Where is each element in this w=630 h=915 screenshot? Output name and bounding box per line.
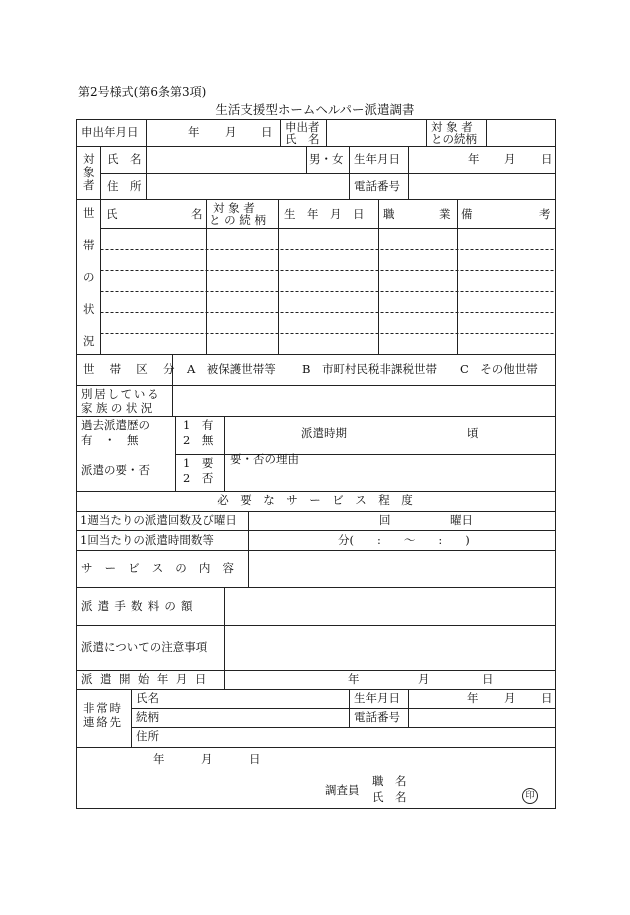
necessity-option-1[interactable]: 1 要 (183, 456, 214, 470)
fee-field[interactable] (226, 589, 554, 624)
necessity-reason-field[interactable] (226, 468, 554, 490)
emergency-address-label: 住所 (136, 729, 159, 743)
emergency-name-field[interactable] (165, 691, 347, 707)
emergency-label-1: 非常時 (83, 701, 123, 715)
service-hours-value[interactable]: 分( : 〜 : ) (338, 533, 470, 547)
household-side-1: 世 (83, 206, 95, 220)
household-side-4: 状 (83, 302, 95, 316)
application-date-label: 申出年月日 (81, 125, 139, 139)
relation-label-2: との続柄 (431, 132, 477, 146)
subject-phone-field[interactable] (410, 175, 554, 198)
page-title: 生活支援型ホームヘルパー派遣調書 (215, 102, 415, 117)
footer-year: 年 (153, 752, 165, 766)
household-class-label: 世 帯 区 分 (83, 362, 181, 376)
subject-name-label: 氏 名 (107, 152, 142, 166)
applicant-name-label-2: 氏 名 (285, 132, 320, 146)
relation-label-1: 対 象 者 (431, 120, 473, 134)
household-col-name-1: 氏 (106, 207, 118, 221)
household-col-notes-1: 備 (461, 207, 473, 221)
relation-field[interactable] (488, 121, 554, 145)
service-header: 必 要 な サ ー ビ ス 程 度 (217, 493, 413, 507)
applicant-name-label-1: 申出者 (285, 120, 320, 134)
necessity-option-2[interactable]: 2 否 (183, 471, 214, 485)
household-class-option-c[interactable]: C その他世帯 (460, 362, 538, 376)
start-year: 年 (348, 672, 360, 686)
application-day: 日 (261, 125, 273, 139)
separated-family-label-1: 別居している (81, 387, 161, 401)
service-times-unit: 回 (379, 513, 391, 527)
service-weekday-unit: 曜日 (450, 513, 473, 527)
subject-birth-year: 年 (468, 152, 480, 166)
emergency-birth-month: 月 (504, 691, 516, 705)
form-label: 第2号様式(第6条第3項) (78, 85, 207, 99)
subject-name-field[interactable] (148, 148, 304, 172)
household-col-relation-1: 対 象 者 (213, 201, 255, 215)
past-dispatch-option-1[interactable]: 1 有 (183, 418, 214, 432)
emergency-birth-year: 年 (467, 691, 479, 705)
household-class-option-b[interactable]: B 市町村民税非課税世帯 (302, 362, 437, 376)
start-month: 月 (418, 672, 430, 686)
fee-label: 派遣手数料の額 (81, 599, 198, 613)
household-col-relation-2: と の 続 柄 (209, 213, 266, 227)
footer-day: 日 (249, 752, 261, 766)
emergency-label-2: 連絡先 (83, 715, 123, 729)
separated-family-label-2: 家族の状況 (81, 401, 156, 415)
investigator-name-field[interactable] (412, 774, 512, 804)
subject-label-1: 対 (83, 152, 95, 166)
emergency-name-label: 氏名 (136, 691, 159, 705)
subject-address-label: 住 所 (107, 179, 142, 193)
dispatch-period-approx: 頃 (467, 426, 479, 440)
application-month: 月 (225, 125, 237, 139)
service-weekly-label: 1週当たりの派遣回数及び曜日 (80, 513, 237, 527)
footer-month: 月 (201, 752, 213, 766)
subject-birthdate-label: 生年月日 (354, 152, 400, 166)
past-dispatch-label-2: 有 ・ 無 (81, 433, 139, 447)
household-col-birth: 生 年 月 日 (284, 207, 365, 221)
notes-label: 派遣についての注意事項 (81, 640, 208, 654)
emergency-birthdate-label: 生年月日 (354, 691, 400, 705)
application-year: 年 (188, 125, 200, 139)
subject-birth-month: 月 (504, 152, 516, 166)
start-day: 日 (482, 672, 494, 686)
subject-label-2: 象 (83, 165, 95, 179)
investigator-label: 調査員 (325, 783, 360, 797)
emergency-phone-label: 電話番号 (354, 710, 400, 724)
subject-label-3: 者 (83, 178, 95, 192)
dispatch-period-label: 派遣時期 (301, 426, 347, 440)
investigator-name-label: 氏 名 (372, 790, 407, 804)
emergency-relation-field[interactable] (165, 710, 347, 726)
necessity-label: 派遣の要・否 (81, 463, 150, 477)
applicant-name-field[interactable] (328, 121, 424, 145)
household-side-2: 帯 (83, 238, 95, 252)
household-table-body[interactable] (102, 230, 554, 353)
emergency-phone-field[interactable] (410, 710, 554, 726)
household-col-notes-2: 考 (539, 207, 551, 221)
subject-birth-day: 日 (541, 152, 553, 166)
separated-family-field[interactable] (174, 387, 554, 415)
emergency-relation-label: 続柄 (136, 710, 159, 724)
household-col-name-2: 名 (191, 207, 203, 221)
household-class-option-a[interactable]: A 被保護世帯等 (187, 362, 276, 376)
subject-phone-label: 電話番号 (354, 179, 400, 193)
sex-selector[interactable]: 男・女 (309, 152, 344, 166)
emergency-address-field[interactable] (165, 729, 554, 746)
household-col-job-1: 職 (383, 207, 395, 221)
household-side-5: 況 (83, 334, 95, 348)
service-hours-label: 1回当たりの派遣時間数等 (80, 533, 214, 547)
service-content-label: サービスの内容 (81, 561, 247, 575)
household-col-job-2: 業 (439, 207, 451, 221)
necessity-reason-label: 要・否の理由 (230, 452, 299, 466)
past-dispatch-option-2[interactable]: 2 無 (183, 433, 214, 447)
past-dispatch-label-1: 過去派遣歴の (81, 418, 150, 432)
emergency-birth-day: 日 (541, 691, 553, 705)
seal-icon: 印 (522, 788, 538, 804)
subject-address-field[interactable] (148, 175, 347, 198)
investigator-position-label: 職 名 (372, 774, 407, 788)
service-content-field[interactable] (250, 552, 554, 586)
notes-field[interactable] (226, 627, 554, 669)
start-date-label: 派遣開始年月日 (81, 672, 214, 686)
household-side-3: の (83, 270, 95, 284)
